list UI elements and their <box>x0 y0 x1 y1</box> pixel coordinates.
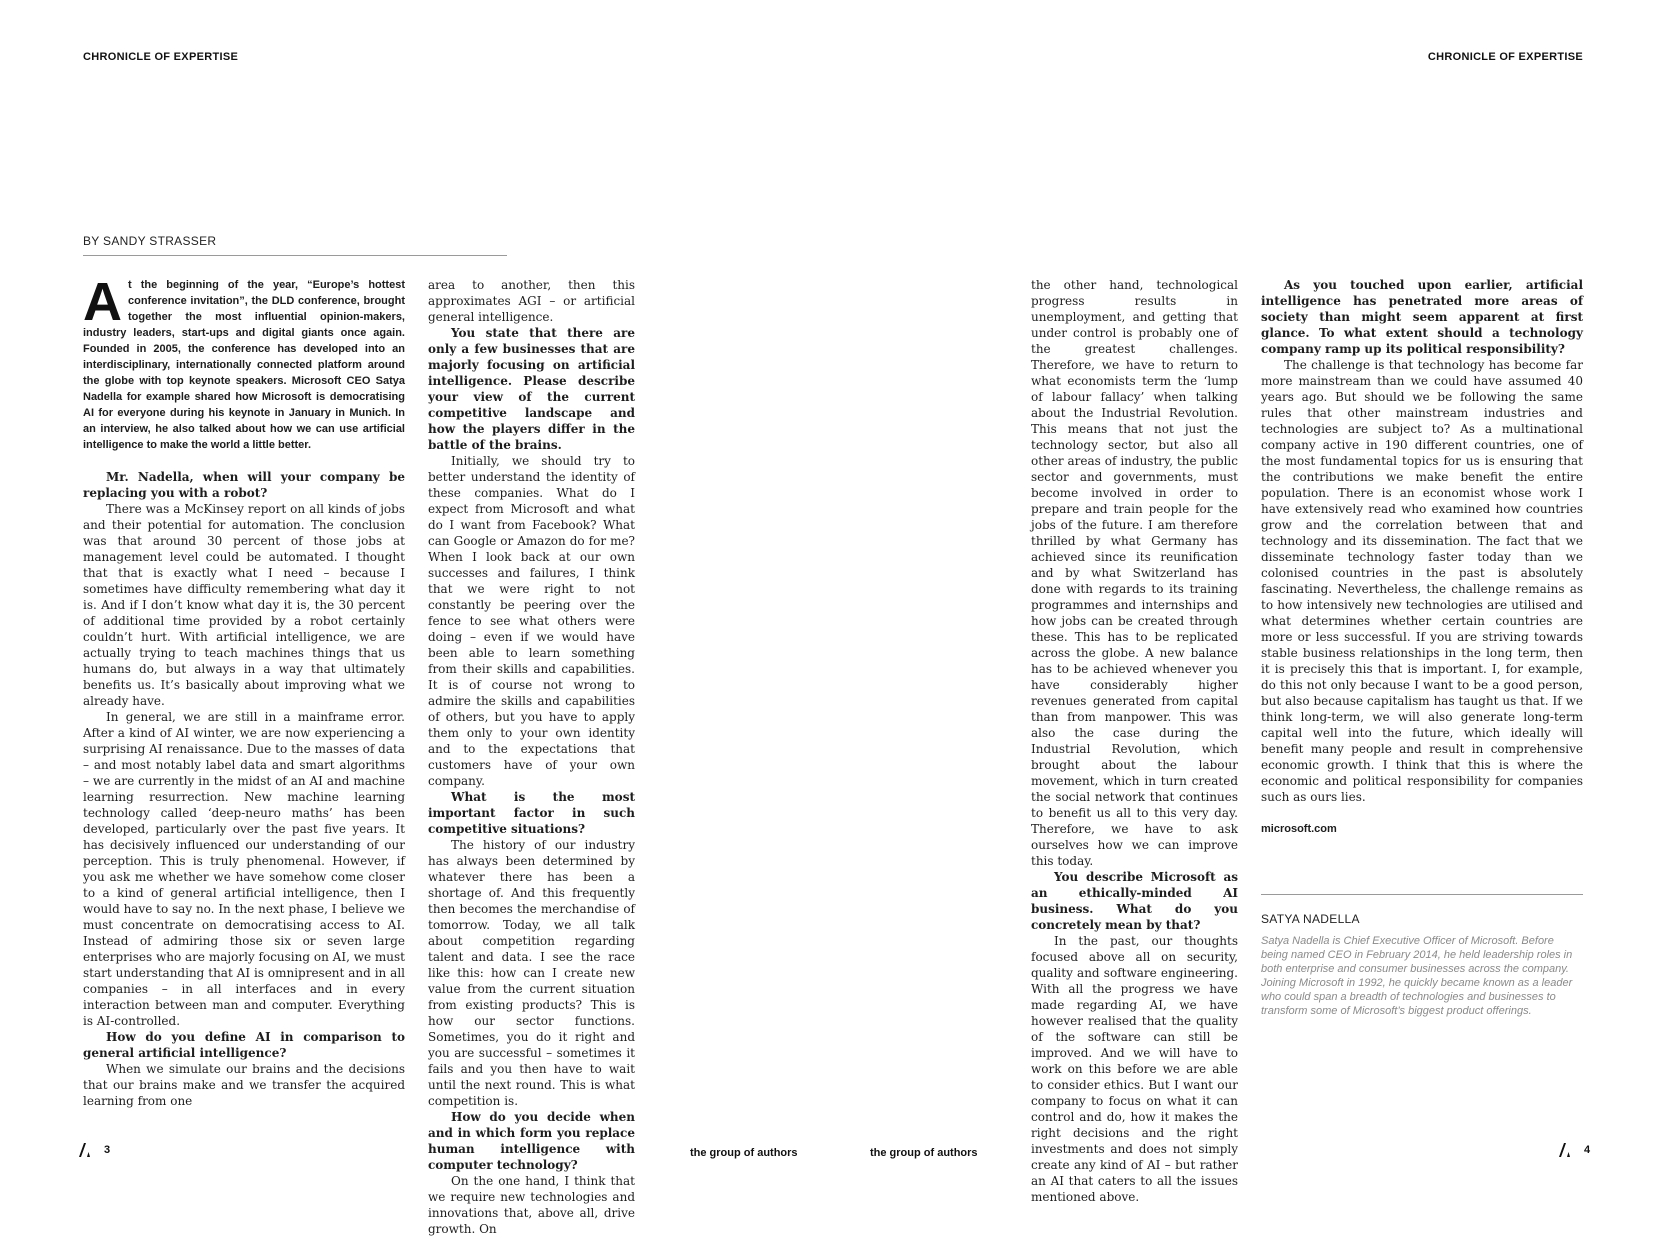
body-paragraph: the other hand, technological progress results in unemployment, and getting that under control is probably one of the greatest challenges. Therefore, we have to return to what economists term the ‘lump of labour fallacy’ when talking about the Industrial Revolution. This means that not just the technology sector, but also all other areas of industry, the public sector and governments, must become involved in order to prepare and train people for the jobs of the future. I am therefore thrilled by what Germany has achieved since its reunification and by what Switzerland has done with regards to its training programmes and internships and how jobs can be created through these. This has to be replicated across the globe. A new balance has to be achieved whenever you have considerably higher revenues generated from capital than from manpower. This was also the case during the Industrial Revolution, which brought about the labour movement, which in turn created the social network that continues to benefit us all to this very day. Therefore, we have to ask ourselves how we can improve this today. <box>1031 278 1238 868</box>
byline: BY SANDY STRASSER <box>83 234 507 256</box>
column-c-body <box>1031 277 1238 1205</box>
column-d-body <box>1261 277 1583 805</box>
running-header-left: CHRONICLE OF EXPERTISE <box>83 51 239 63</box>
column-b <box>428 277 635 1237</box>
lead-paragraph <box>83 272 405 453</box>
body-paragraph: In the past, our thoughts focused above all on security, quality and software engineering. With all the progress we have made regarding AI, we have however realised that the quality of the software can still be improved. And we will have to work on this before we are able to consider ethics. But I want our company to focus on what it can control and do, how it makes the right decisions and the right investments and does not simply create any kind of AI – but rather an AI that caters to all the issues mentioned above. <box>1031 934 1238 1204</box>
bio-name: SATYA NADELLA <box>1261 912 1360 926</box>
interview-question: As you touched upon earlier, artificial intelligence has penetrated more areas of society than might seem apparent at first glance. To what extent should a technology company ramp up its political responsibility? <box>1261 278 1583 356</box>
page-marker-left <box>76 1142 110 1158</box>
interview-question: What is the most important factor in such competitive situations? <box>428 790 635 836</box>
body-paragraph: In general, we are still in a mainframe error. After a kind of AI winter, we are now experiencing a surprising AI renaissance. Due to the masses of data – and most notably label data and smart algorithms – we are currently in the midst of an AI and machine learning resurrection. New machine learning technology called ‘deep-neuro maths’ has been developed, particularly over the past five years. It has decisively influenced our understanding of our perception. This is truly phenomenal. However, if you ask me whether we have somehow come closer to a kind of general artificial intelligence, then I would have to say no. In the next phase, I believe we must concentrate on democratising access to AI. Instead of admiring those six or seven large enterprises who are majorly focusing on AI, we must start understanding that AI is omnipresent and in all companies – in all interfaces and in every interaction between man and computer. Everything is AI-controlled. <box>83 710 405 1028</box>
interview-question: Mr. Nadella, when will your company be replacing you with a robot? <box>83 470 405 500</box>
body-paragraph: When we simulate our brains and the decisions that our brains make and we transfer the acquired learning from one <box>83 1062 405 1108</box>
drop-cap: A <box>83 272 122 332</box>
page-number-right: 4 <box>1584 1144 1591 1156</box>
column-a-body <box>83 469 405 1109</box>
body-paragraph: Initially, we should try to better understand the identity of these companies. What do I expect from Microsoft and what do I want from Facebook? What can Google or Amazon do for me? When I look back at our own successes and failures, I think that we were right to not constantly be peering over the fence to see what others were doing – even if we would have been able to learn something from their skills and capabilities. It is of course not wrong to admire the skills and capabilities of others, but you have to apply them only to your own identity and to the expectations that customers have of your own company. <box>428 454 635 788</box>
body-paragraph: The history of our industry has always been determined by whatever there has been a shortage of. And this frequently then becomes the merchandise of tomorrow. Today, we all talk about competition regarding talent and data. I see the race like this: how can I create new value from the current situation from existing products? This is how our sector functions. Sometimes, you do it right and you are successful – sometimes it fails and you then have to wait until the next round. This is what competition is. <box>428 838 635 1108</box>
interview-question: You describe Microsoft as an ethically-minded AI business. What do you concretely mean by that? <box>1031 870 1238 932</box>
interview-question: You state that there are only a few businesses that are majorly focusing on artificial intelligence. Please describe your view of the current competitive landscape and how the players differ in the battle of the brains. <box>428 326 635 452</box>
slash-a-logo-icon <box>1556 1142 1572 1158</box>
body-paragraph: There was a McKinsey report on all kinds of jobs and their potential for automation. The conclusion was that around 30 percent of those jobs at management level could be automated. I thought that that is exactly what I need – because I sometimes have difficulty remembering what day it is. And if I don’t know what day it is, the 30 percent of additional time provided by a robot certainly couldn’t hurt. With artificial intelligence, we are actually trying to teach machines things that us humans do, but always in a way that ultimately benefits us. It’s basically about improving what we already have. <box>83 502 405 708</box>
running-header-right: CHRONICLE OF EXPERTISE <box>1427 51 1583 63</box>
slash-a-logo-icon <box>76 1142 92 1158</box>
footer-text-right: the group of authors <box>870 1147 978 1159</box>
interview-question: How do you decide when and in which form you replace human intelligence with computer technology? <box>428 1110 635 1172</box>
page-marker-right <box>1556 1142 1590 1158</box>
column-d <box>1261 277 1583 837</box>
body-paragraph: The challenge is that technology has become far more mainstream than we could have assumed 40 years ago. But should we be following the same rules that other mainstream industries and technologies are subject to? As a multinational company active in 190 different countries, one of the most fundamental topics for us is ensuring that the contributions we make benefit the entire population. There is an economist whose work I have extensively read who examined how countries grow and the correlation between that and technology and its dissemination. The fact that we disseminate technology faster today than we colonised countries in the past is absolutely fascinating. Nevertheless, the challenge remains as to how intensively new technologies are utilised and what determines whether certain countries are more or less successful. If you are striving towards stable business relationships in the long term, then it is precisely this that is important. I, for example, do this not only because I want to be a good person, but also because capitalism has taught us that. If we think long-term, we will also generate long-term capital well into the future, which ideally will benefit many people and result in comprehensive economic growth. I think that this is where the economic and political responsibility for companies such as ours lies. <box>1261 358 1583 804</box>
website-link[interactable]: microsoft.com <box>1261 823 1337 835</box>
bio-text: Satya Nadella is Chief Executive Officer of Microsoft. Before being named CEO in February 2014, he held leadership roles in both enterprise and consumer businesses across the company. Joining Microsoft in 1992, he quickly became known as a leader who could span a breadth of technologies and businesses to transform some of Microsoft’s biggest product offerings. <box>1261 935 1573 1017</box>
body-paragraph: On the one hand, I think that we require new technologies and innovations that, above all, drive growth. On <box>428 1174 635 1236</box>
body-paragraph: area to another, then this approximates AGI – or artificial general intelligence. <box>428 278 635 324</box>
interview-question: How do you define AI in comparison to general artificial intelligence? <box>83 1030 405 1060</box>
bio-divider <box>1261 894 1583 895</box>
page-number-left: 3 <box>104 1144 111 1156</box>
column-c <box>1031 277 1238 1205</box>
footer-text-left: the group of authors <box>690 1147 798 1159</box>
column-b-body <box>428 277 635 1237</box>
lead-text: t the beginning of the year, “Europe’s hottest conference invitation”, the DLD conference, brought together the most influential opinion-makers, industry leaders, start-ups and digital giants once again. Founded in 2005, the conference has developed into an interdisciplinary, internationally connected platform around the globe with top keynote speakers. Microsoft CEO Satya Nadella for example shared how Microsoft is democratising AI for everyone during his keynote in January in Munich. In an interview, he also talked about how we can use artificial intelligence to make the world a little better. <box>83 279 405 451</box>
column-a <box>83 272 405 1109</box>
